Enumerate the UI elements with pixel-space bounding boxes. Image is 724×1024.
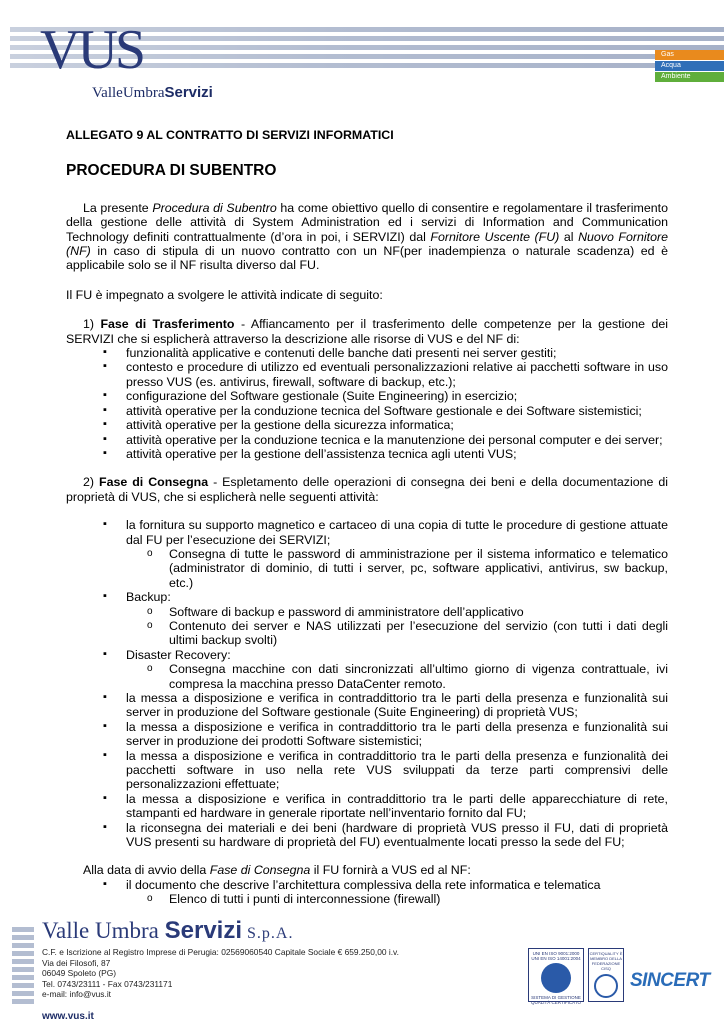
tag-gas: Gas <box>655 50 724 60</box>
company-city: 06049 Spoleto (PG) <box>42 968 117 979</box>
list-item: ▪ attività operative per la gestione della sicurezza informatica; <box>103 418 668 432</box>
list-item: ▪ attività operative per la conduzione tecnica del Software gestionale e dei Software sistemistici; <box>103 404 668 418</box>
cisq-seal-icon <box>594 974 618 998</box>
footer-stripes <box>12 927 34 1007</box>
list-item: ▪ contesto e procedure di utilizzo ed eventuali personalizzazioni relative ai pacchetti software in uso presso VUS (es. antivirus, firewall, software di backup, etc.); <box>103 360 668 389</box>
service-tags <box>655 50 724 83</box>
list-item: ▪ la messa a disposizione e verifica in contraddittorio tra le parti della presenza e funzionalità dei pacchetti software in uso nella rete VUS sviluppati da terze parti comprensivi delle personalizzazioni effettuate; <box>103 749 668 792</box>
avvio-list <box>103 878 668 907</box>
sub-list-item: o Software di backup e password di amministratore dell’applicativo <box>147 605 668 619</box>
tag-acqua: Acqua <box>655 61 724 71</box>
fase-trasferimento-list <box>103 346 668 461</box>
sub-list-item: o Contenuto dei server e NAS utilizzati per l’esecuzione del servizio (con tutti i dati degli ultimi backup svolti) <box>147 619 668 648</box>
list-item: ▪ Disaster Recovery: o Consegna macchine con dati sincronizzati all’ultimo giorno di vigenza contrattuale, ivi compresa la macchina presso DataCenter remoto. <box>103 648 668 691</box>
list-item: ▪ la riconsegna dei materiali e dei beni (hardware di proprietà VUS presso il FU, dati di proprietà VUS presenti su hardware di proprietà del FU) eventualmente locati presso la sede del FU; <box>103 821 668 850</box>
list-item: ▪ la fornitura su supporto magnetico e cartaceo di una copia di tutte le procedure di gestione attuate dal FU per l’esecuzione dei SERVIZI; o Consegna di tutte le password di amministrazione per il sistema informatico e telematico (administrator di dominio, di tutti i server, pc, software applicativi, antivirus, sw backup, etc.) <box>103 518 668 590</box>
fase-consegna-heading: 2) Fase di Consegna - Espletamento delle operazioni di consegna dei beni e della documentazione di proprietà di VUS, che si esplicherà nelle seguenti attività: <box>66 475 668 504</box>
list-item: ▪ funzionalità applicative e contenuti delle banche dati presenti nei server gestiti; <box>103 346 668 360</box>
attachment-heading: ALLEGATO 9 AL CONTRATTO DI SERVIZI INFORMATICI <box>66 128 394 142</box>
vus-logo: VUS <box>40 19 144 81</box>
sub-list <box>147 892 668 906</box>
list-item: ▪ attività operative per la conduzione tecnica e la manutenzione dei personal computer e dei server; <box>103 433 668 447</box>
cisq-badge: CERTIQUALITY È MEMBRO DELLA FEDERAZIONE CISQ <box>588 948 624 1002</box>
fase-consegna-list <box>103 518 668 849</box>
tag-ambiente: Ambiente <box>655 72 724 82</box>
list-item: ▪ la messa a disposizione e verifica in contraddittorio tra le parti della presenza e funzionalità sui server in produzione del Software gestionale (Suite Engineering) di proprietà VUS; <box>103 691 668 720</box>
list-item: ▪ configurazione del Software gestionale (Suite Engineering) in esercizio; <box>103 389 668 403</box>
list-item: ▪ attività operative per la gestione dell’assistenza tecnica agli utenti VUS; <box>103 447 668 461</box>
iso-certification-badge: UNI EN ISO 9001:2000 UNI EN ISO 14001:2004 SISTEMA DI GESTIONE QUALITÀ CERTIFICATO <box>528 948 584 1002</box>
sub-list-item: o Consegna di tutte le password di amministrazione per il sistema informatico e telematico (administrator di dominio, di tutti i server, pc, software applicativi, antivirus, sw backup, etc.) <box>147 547 668 590</box>
company-info <box>42 947 399 1000</box>
company-website[interactable]: www.vus.it <box>42 1011 94 1022</box>
sub-list-item: o Elenco di tutti i punti di interconnessione (firewall) <box>147 892 668 906</box>
company-phone: Tel. 0743/23111 - Fax 0743/231171 <box>42 978 173 989</box>
sub-list-item: o Consegna macchine con dati sincronizzati all’ultimo giorno di vigenza contrattuale, ivi compresa la macchina presso DataCenter remoto. <box>147 662 668 691</box>
document-body <box>66 128 668 907</box>
letterhead-header <box>0 0 724 110</box>
logo-subtitle: ValleUmbraServizi <box>92 84 213 101</box>
avvio-consegna-paragraph: Alla data di avvio della Fase di Consegna il FU fornirà a VUS ed al NF: <box>83 863 471 878</box>
company-email: e-mail: info@vus.it <box>42 989 112 1000</box>
sub-list <box>147 662 668 691</box>
fu-intro: Il FU è impegnato a svolgere le attività indicate di seguito: <box>66 287 383 302</box>
fase-trasferimento-heading: 1) Fase di Trasferimento - Affiancamento per il trasferimento delle competenze per la gestione dei SERVIZI che si esplicherà attraverso la descrizione alle risorse di VUS e del NF di: <box>66 317 668 346</box>
sincert-logo: SINCERT <box>630 970 710 991</box>
sub-list <box>147 605 668 648</box>
page-title: PROCEDURA DI SUBENTRO <box>66 162 277 180</box>
list-item: ▪ la messa a disposizione e verifica in contraddittorio tra le parti della presenza e funzionalità sui server in produzione dei prodotti Software sistemistici; <box>103 720 668 749</box>
certiquality-seal-icon <box>541 963 571 993</box>
letterhead-footer <box>0 915 724 1024</box>
sub-list <box>147 547 668 590</box>
intro-paragraph: La presente Procedura di Subentro ha come obiettivo quello di consentire e regolamentare il trasferimento della gestione delle attività di System Administration ed i servizi di Information and Communication Technology definiti contrattualmente (d’ora in poi, i SERVIZI) dal Fornitore Uscente (FU) al Nuovo Fornitore (NF) in caso di stipula di un nuovo contratto con un NF(per inadempienza o naturale scadenza) ed è applicabile solo se il NF risulta diverso dal FU. <box>66 200 669 273</box>
company-address: Via dei Filosofi, 87 <box>42 957 111 968</box>
list-item: ▪ Backup: o Software di backup e password di amministratore dell’applicativo o Contenuto dei server e NAS utilizzati per l’esecuzione del servizio (con tutti i dati degli ultimi backup svolti) <box>103 590 668 648</box>
list-item: ▪ il documento che descrive l’architettura complessiva della rete informatica e telematica o Elenco di tutti i punti di interconnessione (firewall) <box>103 878 668 907</box>
list-item: ▪ la messa a disposizione e verifica in contraddittorio tra le parti delle apparecchiature di rete, stampanti ed hardware in generale riportate nell’inventario fornito dal FU; <box>103 792 668 821</box>
footer-brand: Valle Umbra Servizi S.p.A. <box>42 917 294 944</box>
company-registration: C.F. e Iscrizione al Registro Imprese di Perugia: 02569060540 Capitale Sociale € 659.250,00 i.v. <box>42 947 399 957</box>
